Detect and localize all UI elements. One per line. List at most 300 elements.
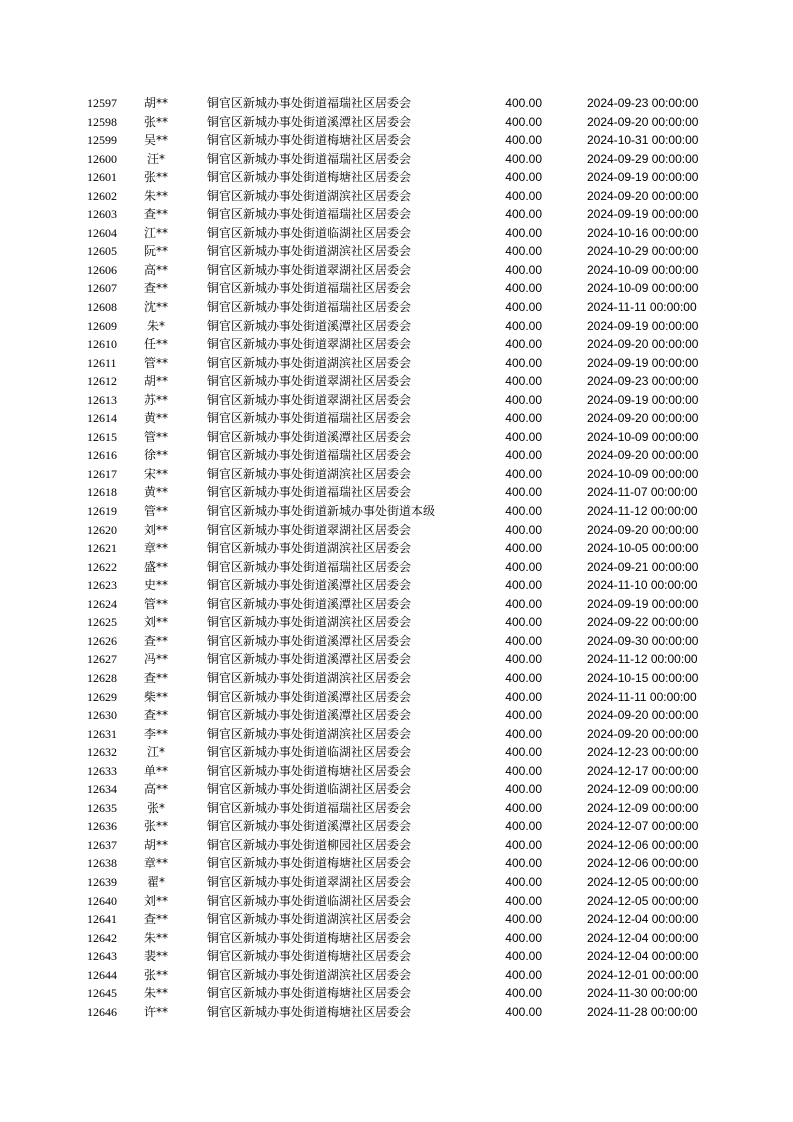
cell-organization: 铜官区新城办事处街道福瑞社区居委会: [207, 207, 412, 222]
cell-amount: 400.00: [505, 800, 542, 815]
cell-amount: 400.00: [505, 504, 542, 519]
cell-organization: 铜官区新城办事处街道湖滨社区居委会: [207, 355, 412, 370]
table-row: [0, 595, 793, 614]
cell-record-id: 12600: [87, 151, 117, 166]
cell-amount: 400.00: [505, 244, 542, 259]
cell-date: 2024-09-23 00:00:00: [587, 374, 699, 389]
cell-record-id: 12637: [87, 837, 117, 852]
cell-date: 2024-09-21 00:00:00: [587, 559, 699, 574]
cell-date: 2024-09-19 00:00:00: [587, 355, 699, 370]
cell-organization: 铜官区新城办事处街道湖滨社区居委会: [207, 912, 412, 927]
table-row: [0, 298, 793, 317]
cell-person-name: 朱**: [143, 986, 168, 1001]
table-row: [0, 205, 793, 224]
cell-organization: 铜官区新城办事处街道湖滨社区居委会: [207, 541, 412, 556]
table-row: [0, 780, 793, 799]
cell-date: 2024-09-19 00:00:00: [587, 170, 699, 185]
cell-record-id: 12611: [87, 355, 117, 370]
table-row: [0, 650, 793, 669]
cell-organization: 铜官区新城办事处街道翠湖社区居委会: [207, 392, 412, 407]
cell-organization: 铜官区新城办事处街道翠湖社区居委会: [207, 374, 412, 389]
cell-amount: 400.00: [505, 318, 542, 333]
cell-date: 2024-11-12 00:00:00: [587, 652, 698, 667]
cell-record-id: 12624: [87, 596, 117, 611]
cell-record-id: 12632: [87, 745, 117, 760]
cell-person-name: 管**: [143, 504, 168, 519]
table-row: [0, 261, 793, 280]
cell-date: 2024-09-20 00:00:00: [587, 522, 699, 537]
cell-person-name: 吴**: [143, 133, 168, 148]
cell-date: 2024-09-19 00:00:00: [587, 207, 699, 222]
table-row: [0, 558, 793, 577]
cell-record-id: 12606: [87, 262, 117, 277]
cell-record-id: 12609: [87, 318, 117, 333]
cell-person-name: 朱**: [143, 930, 168, 945]
cell-date: 2024-10-05 00:00:00: [587, 541, 699, 556]
cell-organization: 铜官区新城办事处街道溪潭社区居委会: [207, 596, 412, 611]
cell-record-id: 12603: [87, 207, 117, 222]
cell-organization: 铜官区新城办事处街道湖滨社区居委会: [207, 670, 412, 685]
cell-date: 2024-09-20 00:00:00: [587, 411, 699, 426]
cell-person-name: 李**: [143, 726, 168, 741]
cell-amount: 400.00: [505, 856, 542, 871]
cell-organization: 铜官区新城办事处街道湖滨社区居委会: [207, 726, 412, 741]
cell-organization: 铜官区新城办事处街道梅塘社区居委会: [207, 986, 412, 1001]
cell-date: 2024-11-07 00:00:00: [587, 485, 698, 500]
cell-amount: 400.00: [505, 522, 542, 537]
table-row: [0, 94, 793, 113]
cell-record-id: 12626: [87, 633, 117, 648]
cell-person-name: 黄**: [143, 411, 168, 426]
cell-person-name: 任**: [143, 337, 168, 352]
cell-date: 2024-10-16 00:00:00: [587, 225, 699, 240]
cell-date: 2024-11-10 00:00:00: [587, 578, 698, 593]
cell-organization: 铜官区新城办事处街道溪潭社区居委会: [207, 689, 412, 704]
cell-amount: 400.00: [505, 448, 542, 463]
cell-date: 2024-10-09 00:00:00: [587, 281, 699, 296]
cell-person-name: 史**: [143, 578, 168, 593]
cell-person-name: 胡**: [143, 96, 168, 110]
cell-organization: 铜官区新城办事处街道新城办事处街道本级: [207, 504, 436, 519]
table-row: [0, 910, 793, 929]
cell-record-id: 12635: [87, 800, 117, 815]
table-row: [0, 799, 793, 818]
cell-date: 2024-12-05 00:00:00: [587, 874, 699, 889]
cell-date: 2024-09-20 00:00:00: [587, 448, 699, 463]
table-row: [0, 354, 793, 373]
cell-amount: 400.00: [505, 485, 542, 500]
cell-date: 2024-10-31 00:00:00: [587, 133, 699, 148]
cell-amount: 400.00: [505, 782, 542, 797]
cell-record-id: 12642: [87, 930, 117, 945]
cell-amount: 400.00: [505, 874, 542, 889]
cell-record-id: 12630: [87, 708, 117, 723]
cell-record-id: 12601: [87, 170, 117, 185]
cell-record-id: 12612: [87, 374, 117, 389]
cell-organization: 铜官区新城办事处街道梅塘社区居委会: [207, 949, 412, 964]
cell-person-name: 江*: [146, 745, 165, 760]
cell-date: 2024-10-09 00:00:00: [587, 429, 699, 444]
cell-organization: 铜官区新城办事处街道临湖社区居委会: [207, 782, 412, 797]
cell-date: 2024-09-19 00:00:00: [587, 596, 699, 611]
cell-date: 2024-11-11 00:00:00: [587, 689, 697, 704]
cell-amount: 400.00: [505, 745, 542, 760]
table-row: [0, 150, 793, 169]
cell-amount: 400.00: [505, 912, 542, 927]
cell-date: 2024-09-30 00:00:00: [587, 633, 699, 648]
cell-person-name: 刘**: [143, 893, 168, 908]
table-row: [0, 224, 793, 243]
cell-date: 2024-12-09 00:00:00: [587, 782, 699, 797]
table-row: [0, 892, 793, 911]
cell-amount: 400.00: [505, 374, 542, 389]
table-row: [0, 854, 793, 873]
cell-amount: 400.00: [505, 689, 542, 704]
cell-organization: 铜官区新城办事处街道溪潭社区居委会: [207, 114, 412, 129]
table-row: [0, 502, 793, 521]
cell-organization: 铜官区新城办事处街道临湖社区居委会: [207, 225, 412, 240]
cell-amount: 400.00: [505, 392, 542, 407]
table-row: [0, 725, 793, 744]
cell-person-name: 查**: [143, 633, 168, 648]
table-row: [0, 113, 793, 132]
cell-amount: 400.00: [505, 225, 542, 240]
cell-person-name: 张**: [143, 819, 168, 834]
table-row: [0, 465, 793, 484]
cell-amount: 400.00: [505, 763, 542, 778]
cell-organization: 铜官区新城办事处街道福瑞社区居委会: [207, 448, 412, 463]
cell-amount: 400.00: [505, 188, 542, 203]
cell-record-id: 12613: [87, 392, 117, 407]
cell-person-name: 朱*: [146, 318, 165, 333]
cell-date: 2024-10-09 00:00:00: [587, 262, 699, 277]
table-row: [0, 576, 793, 595]
cell-date: 2024-09-20 00:00:00: [587, 188, 699, 203]
cell-date: 2024-09-22 00:00:00: [587, 615, 699, 630]
cell-amount: 400.00: [505, 1004, 542, 1019]
cell-organization: 铜官区新城办事处街道湖滨社区居委会: [207, 466, 412, 481]
cell-person-name: 查**: [143, 281, 168, 296]
cell-date: 2024-09-29 00:00:00: [587, 151, 699, 166]
cell-record-id: 12634: [87, 782, 117, 797]
cell-person-name: 单**: [143, 763, 168, 778]
table-row: [0, 483, 793, 502]
cell-amount: 400.00: [505, 541, 542, 556]
cell-person-name: 朱**: [143, 188, 168, 203]
cell-person-name: 张*: [146, 800, 165, 815]
table-row: [0, 335, 793, 354]
cell-record-id: 12629: [87, 689, 117, 704]
cell-amount: 400.00: [505, 337, 542, 352]
cell-organization: 铜官区新城办事处街道福瑞社区居委会: [207, 300, 412, 315]
cell-organization: 铜官区新城办事处街道梅塘社区居委会: [207, 930, 412, 945]
cell-record-id: 12646: [87, 1004, 117, 1019]
cell-date: 2024-09-20 00:00:00: [587, 114, 699, 129]
cell-amount: 400.00: [505, 615, 542, 630]
table-row: [0, 242, 793, 261]
cell-person-name: 沈**: [143, 300, 168, 315]
table-row: [0, 984, 793, 1003]
cell-record-id: 12615: [87, 429, 117, 444]
cell-date: 2024-09-23 00:00:00: [587, 96, 699, 110]
cell-organization: 铜官区新城办事处街道柳园社区居委会: [207, 837, 412, 852]
records-table: [0, 94, 793, 1021]
table-row: [0, 817, 793, 836]
table-row: [0, 317, 793, 336]
cell-organization: 铜官区新城办事处街道湖滨社区居委会: [207, 967, 412, 982]
cell-record-id: 12598: [87, 114, 117, 129]
cell-record-id: 12643: [87, 949, 117, 964]
cell-organization: 铜官区新城办事处街道福瑞社区居委会: [207, 800, 412, 815]
cell-amount: 400.00: [505, 708, 542, 723]
cell-amount: 400.00: [505, 726, 542, 741]
cell-organization: 铜官区新城办事处街道溪潭社区居委会: [207, 429, 412, 444]
cell-person-name: 黄**: [143, 485, 168, 500]
cell-record-id: 12597: [87, 96, 117, 110]
cell-date: 2024-11-12 00:00:00: [587, 504, 698, 519]
cell-organization: 铜官区新城办事处街道溪潭社区居委会: [207, 708, 412, 723]
cell-person-name: 翟*: [146, 874, 165, 889]
cell-amount: 400.00: [505, 930, 542, 945]
cell-organization: 铜官区新城办事处街道福瑞社区居委会: [207, 281, 412, 296]
cell-record-id: 12639: [87, 874, 117, 889]
cell-organization: 铜官区新城办事处街道福瑞社区居委会: [207, 559, 412, 574]
cell-date: 2024-10-15 00:00:00: [587, 670, 699, 685]
cell-organization: 铜官区新城办事处街道溪潭社区居委会: [207, 819, 412, 834]
cell-date: 2024-09-19 00:00:00: [587, 318, 699, 333]
cell-date: 2024-11-30 00:00:00: [587, 986, 698, 1001]
cell-person-name: 阮**: [143, 244, 168, 259]
cell-organization: 铜官区新城办事处街道梅塘社区居委会: [207, 133, 412, 148]
cell-amount: 400.00: [505, 633, 542, 648]
cell-amount: 400.00: [505, 837, 542, 852]
cell-amount: 400.00: [505, 96, 542, 110]
cell-record-id: 12636: [87, 819, 117, 834]
cell-organization: 铜官区新城办事处街道湖滨社区居委会: [207, 188, 412, 203]
cell-person-name: 江**: [143, 225, 168, 240]
cell-record-id: 12602: [87, 188, 117, 203]
cell-amount: 400.00: [505, 300, 542, 315]
table-row: [0, 632, 793, 651]
cell-person-name: 查**: [143, 207, 168, 222]
cell-person-name: 管**: [143, 429, 168, 444]
cell-record-id: 12618: [87, 485, 117, 500]
cell-date: 2024-11-28 00:00:00: [587, 1004, 698, 1019]
cell-record-id: 12619: [87, 504, 117, 519]
cell-date: 2024-12-04 00:00:00: [587, 912, 699, 927]
cell-organization: 铜官区新城办事处街道梅塘社区居委会: [207, 763, 412, 778]
cell-record-id: 12604: [87, 225, 117, 240]
cell-organization: 铜官区新城办事处街道福瑞社区居委会: [207, 411, 412, 426]
cell-record-id: 12633: [87, 763, 117, 778]
cell-record-id: 12605: [87, 244, 117, 259]
cell-person-name: 汪*: [146, 151, 165, 166]
cell-date: 2024-09-20 00:00:00: [587, 337, 699, 352]
cell-amount: 400.00: [505, 151, 542, 166]
cell-organization: 铜官区新城办事处街道湖滨社区居委会: [207, 615, 412, 630]
cell-record-id: 12638: [87, 856, 117, 871]
cell-person-name: 柴**: [143, 689, 168, 704]
table-row: [0, 446, 793, 465]
cell-person-name: 胡**: [143, 374, 168, 389]
cell-amount: 400.00: [505, 949, 542, 964]
cell-person-name: 高**: [143, 782, 168, 797]
cell-person-name: 管**: [143, 355, 168, 370]
cell-amount: 400.00: [505, 967, 542, 982]
cell-date: 2024-12-01 00:00:00: [587, 967, 699, 982]
cell-person-name: 管**: [143, 596, 168, 611]
cell-record-id: 12622: [87, 559, 117, 574]
cell-date: 2024-10-29 00:00:00: [587, 244, 699, 259]
cell-date: 2024-10-09 00:00:00: [587, 466, 699, 481]
cell-organization: 铜官区新城办事处街道溪潭社区居委会: [207, 652, 412, 667]
cell-person-name: 张**: [143, 967, 168, 982]
cell-organization: 铜官区新城办事处街道梅塘社区居委会: [207, 170, 412, 185]
table-row: [0, 762, 793, 781]
cell-organization: 铜官区新城办事处街道湖滨社区居委会: [207, 244, 412, 259]
table-row: [0, 372, 793, 391]
cell-amount: 400.00: [505, 670, 542, 685]
cell-organization: 铜官区新城办事处街道溪潭社区居委会: [207, 578, 412, 593]
cell-date: 2024-09-20 00:00:00: [587, 708, 699, 723]
cell-record-id: 12644: [87, 967, 117, 982]
cell-date: 2024-12-04 00:00:00: [587, 930, 699, 945]
cell-record-id: 12627: [87, 652, 117, 667]
table-row: [0, 187, 793, 206]
cell-record-id: 12631: [87, 726, 117, 741]
table-row: [0, 947, 793, 966]
cell-person-name: 宋**: [143, 466, 168, 481]
cell-date: 2024-12-17 00:00:00: [587, 763, 699, 778]
cell-person-name: 冯**: [143, 652, 168, 667]
cell-record-id: 12614: [87, 411, 117, 426]
table-row: [0, 391, 793, 410]
cell-date: 2024-12-23 00:00:00: [587, 745, 699, 760]
cell-amount: 400.00: [505, 281, 542, 296]
cell-organization: 铜官区新城办事处街道梅塘社区居委会: [207, 1004, 412, 1019]
table-row: [0, 836, 793, 855]
cell-person-name: 盛**: [143, 559, 168, 574]
cell-organization: 铜官区新城办事处街道福瑞社区居委会: [207, 151, 412, 166]
cell-amount: 400.00: [505, 559, 542, 574]
cell-person-name: 查**: [143, 708, 168, 723]
cell-organization: 铜官区新城办事处街道福瑞社区居委会: [207, 96, 412, 110]
cell-record-id: 12608: [87, 300, 117, 315]
cell-amount: 400.00: [505, 652, 542, 667]
cell-date: 2024-12-07 00:00:00: [587, 819, 699, 834]
cell-organization: 铜官区新城办事处街道溪潭社区居委会: [207, 318, 412, 333]
cell-amount: 400.00: [505, 986, 542, 1001]
cell-record-id: 12617: [87, 466, 117, 481]
cell-organization: 铜官区新城办事处街道翠湖社区居委会: [207, 874, 412, 889]
cell-date: 2024-12-06 00:00:00: [587, 856, 699, 871]
cell-organization: 铜官区新城办事处街道福瑞社区居委会: [207, 485, 412, 500]
cell-record-id: 12616: [87, 448, 117, 463]
table-row: [0, 131, 793, 150]
cell-amount: 400.00: [505, 207, 542, 222]
cell-date: 2024-12-05 00:00:00: [587, 893, 699, 908]
table-row: [0, 279, 793, 298]
table-row: [0, 539, 793, 558]
cell-date: 2024-11-11 00:00:00: [587, 300, 697, 315]
cell-record-id: 12640: [87, 893, 117, 908]
cell-person-name: 查**: [143, 912, 168, 927]
cell-organization: 铜官区新城办事处街道临湖社区居委会: [207, 745, 412, 760]
cell-amount: 400.00: [505, 262, 542, 277]
table-row: [0, 873, 793, 892]
cell-amount: 400.00: [505, 819, 542, 834]
table-row: [0, 168, 793, 187]
cell-person-name: 查**: [143, 670, 168, 685]
cell-record-id: 12610: [87, 337, 117, 352]
cell-record-id: 12641: [87, 912, 117, 927]
cell-organization: 铜官区新城办事处街道溪潭社区居委会: [207, 633, 412, 648]
cell-record-id: 12599: [87, 133, 117, 148]
cell-amount: 400.00: [505, 893, 542, 908]
cell-person-name: 高**: [143, 262, 168, 277]
cell-organization: 铜官区新城办事处街道翠湖社区居委会: [207, 522, 412, 537]
cell-amount: 400.00: [505, 596, 542, 611]
cell-amount: 400.00: [505, 466, 542, 481]
cell-person-name: 刘**: [143, 522, 168, 537]
table-row: [0, 409, 793, 428]
cell-amount: 400.00: [505, 578, 542, 593]
cell-date: 2024-12-04 00:00:00: [587, 949, 699, 964]
cell-person-name: 胡**: [143, 837, 168, 852]
cell-person-name: 张**: [143, 170, 168, 185]
cell-amount: 400.00: [505, 114, 542, 129]
cell-person-name: 裴**: [143, 949, 168, 964]
cell-date: 2024-09-19 00:00:00: [587, 392, 699, 407]
cell-record-id: 12620: [87, 522, 117, 537]
cell-person-name: 苏**: [143, 392, 168, 407]
table-row: [0, 428, 793, 447]
cell-record-id: 12645: [87, 986, 117, 1001]
cell-amount: 400.00: [505, 170, 542, 185]
cell-amount: 400.00: [505, 429, 542, 444]
cell-amount: 400.00: [505, 133, 542, 148]
cell-record-id: 12607: [87, 281, 117, 296]
cell-record-id: 12625: [87, 615, 117, 630]
cell-organization: 铜官区新城办事处街道临湖社区居委会: [207, 893, 412, 908]
cell-organization: 铜官区新城办事处街道梅塘社区居委会: [207, 856, 412, 871]
cell-person-name: 张**: [143, 114, 168, 129]
cell-record-id: 12621: [87, 541, 117, 556]
table-row: [0, 1003, 793, 1022]
table-row: [0, 613, 793, 632]
cell-record-id: 12623: [87, 578, 117, 593]
table-row: [0, 966, 793, 985]
cell-organization: 铜官区新城办事处街道翠湖社区居委会: [207, 262, 412, 277]
cell-person-name: 刘**: [143, 615, 168, 630]
table-row: [0, 688, 793, 707]
table-row: [0, 521, 793, 540]
cell-date: 2024-09-20 00:00:00: [587, 726, 699, 741]
table-row: [0, 929, 793, 948]
table-row: [0, 706, 793, 725]
cell-amount: 400.00: [505, 355, 542, 370]
cell-person-name: 徐**: [143, 448, 168, 463]
table-row: [0, 669, 793, 688]
cell-person-name: 章**: [143, 856, 168, 871]
cell-amount: 400.00: [505, 411, 542, 426]
cell-person-name: 许**: [143, 1004, 168, 1019]
table-row: [0, 743, 793, 762]
cell-date: 2024-12-06 00:00:00: [587, 837, 699, 852]
cell-person-name: 章**: [143, 541, 168, 556]
cell-record-id: 12628: [87, 670, 117, 685]
cell-date: 2024-12-09 00:00:00: [587, 800, 699, 815]
